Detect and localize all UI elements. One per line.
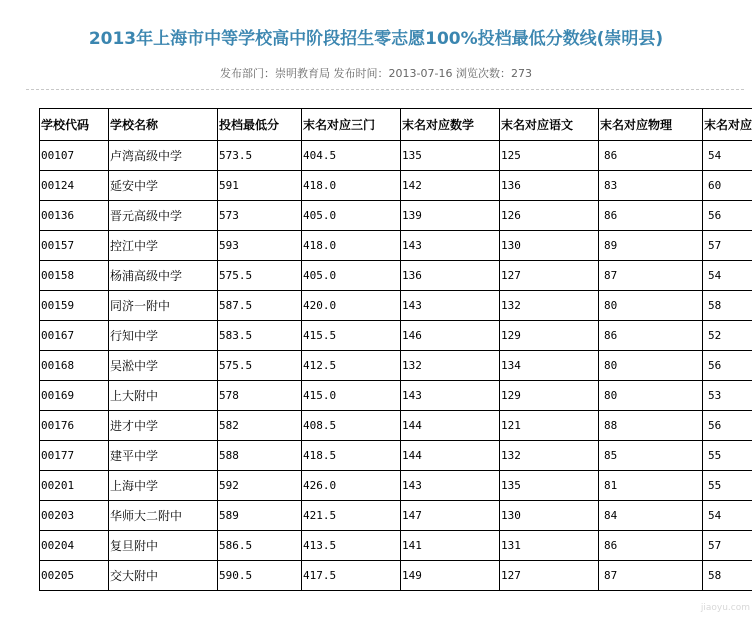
cell-math: 139: [401, 201, 500, 231]
cell-chinese: 127: [500, 261, 599, 291]
cell-col8: 52: [703, 321, 752, 351]
cell-math: 149: [401, 561, 500, 591]
cell-school-name: 上海中学: [109, 471, 218, 501]
table-row: [40, 381, 752, 411]
cell-physics: 80: [599, 351, 703, 381]
table-row: [40, 201, 752, 231]
cell-min-score: 575.5: [218, 261, 302, 291]
cell-physics: 80: [599, 291, 703, 321]
cell-school-code: 00177: [40, 441, 109, 471]
divider: [26, 89, 744, 90]
cell-physics: 84: [599, 501, 703, 531]
header-three-subjects: 末名对应三门: [302, 109, 401, 141]
cell-col8: 56: [703, 201, 752, 231]
cell-math: 143: [401, 471, 500, 501]
table-row: [40, 561, 752, 591]
cell-col8: 53: [703, 381, 752, 411]
cell-school-name: 杨浦高级中学: [109, 261, 218, 291]
cell-chinese: 129: [500, 381, 599, 411]
score-table: [39, 108, 752, 591]
cell-three-subjects: 418.5: [302, 441, 401, 471]
cell-three-subjects: 413.5: [302, 531, 401, 561]
cell-min-score: 586.5: [218, 531, 302, 561]
cell-school-code: 00159: [40, 291, 109, 321]
cell-school-code: 00201: [40, 471, 109, 501]
cell-min-score: 591: [218, 171, 302, 201]
cell-math: 132: [401, 351, 500, 381]
table-row: [40, 501, 752, 531]
cell-chinese: 125: [500, 141, 599, 171]
cell-school-name: 行知中学: [109, 321, 218, 351]
cell-school-name: 建平中学: [109, 441, 218, 471]
table-row: [40, 411, 752, 441]
cell-min-score: 578: [218, 381, 302, 411]
watermark: jiaoyu.com: [700, 603, 750, 613]
page-title: 2013年上海市中等学校高中阶段招生零志愿100%投档最低分数线(崇明县): [88, 29, 664, 49]
cell-three-subjects: 408.5: [302, 411, 401, 441]
cell-school-name: 同济一附中: [109, 291, 218, 321]
table-row: [40, 171, 752, 201]
cell-school-code: 00176: [40, 411, 109, 441]
cell-physics: 87: [599, 561, 703, 591]
cell-min-score: 593: [218, 231, 302, 261]
header-truncated: 末名对应: [703, 109, 752, 141]
table-row: [40, 471, 752, 501]
cell-col8: 57: [703, 531, 752, 561]
cell-school-code: 00204: [40, 531, 109, 561]
cell-chinese: 135: [500, 471, 599, 501]
cell-math: 147: [401, 501, 500, 531]
cell-three-subjects: 421.5: [302, 501, 401, 531]
cell-col8: 58: [703, 561, 752, 591]
table-row: [40, 531, 752, 561]
cell-school-code: 00157: [40, 231, 109, 261]
cell-chinese: 130: [500, 231, 599, 261]
cell-physics: 87: [599, 261, 703, 291]
cell-physics: 88: [599, 411, 703, 441]
cell-min-score: 582: [218, 411, 302, 441]
cell-school-name: 控江中学: [109, 231, 218, 261]
cell-col8: 54: [703, 141, 752, 171]
cell-physics: 89: [599, 231, 703, 261]
cell-three-subjects: 415.0: [302, 381, 401, 411]
cell-school-name: 上大附中: [109, 381, 218, 411]
cell-min-score: 590.5: [218, 561, 302, 591]
cell-school-name: 吴淞中学: [109, 351, 218, 381]
cell-math: 144: [401, 411, 500, 441]
cell-school-name: 晋元高级中学: [109, 201, 218, 231]
header-chinese: 末名对应语文: [500, 109, 599, 141]
cell-chinese: 132: [500, 291, 599, 321]
cell-school-name: 卢湾高级中学: [109, 141, 218, 171]
cell-school-code: 00107: [40, 141, 109, 171]
cell-school-code: 00167: [40, 321, 109, 351]
cell-math: 143: [401, 291, 500, 321]
cell-school-code: 00168: [40, 351, 109, 381]
cell-col8: 60: [703, 171, 752, 201]
header-school-name: 学校名称: [109, 109, 218, 141]
cell-three-subjects: 405.0: [302, 201, 401, 231]
cell-three-subjects: 415.5: [302, 321, 401, 351]
cell-math: 143: [401, 231, 500, 261]
cell-min-score: 588: [218, 441, 302, 471]
cell-physics: 86: [599, 321, 703, 351]
cell-school-name: 进才中学: [109, 411, 218, 441]
cell-min-score: 575.5: [218, 351, 302, 381]
cell-chinese: 131: [500, 531, 599, 561]
cell-three-subjects: 412.5: [302, 351, 401, 381]
cell-three-subjects: 417.5: [302, 561, 401, 591]
cell-min-score: 589: [218, 501, 302, 531]
cell-three-subjects: 426.0: [302, 471, 401, 501]
table-header-row: [40, 109, 752, 141]
cell-school-code: 00136: [40, 201, 109, 231]
header-physics: 末名对应物理: [599, 109, 703, 141]
cell-school-name: 交大附中: [109, 561, 218, 591]
table-row: [40, 351, 752, 381]
cell-school-code: 00205: [40, 561, 109, 591]
cell-school-code: 00124: [40, 171, 109, 201]
cell-col8: 55: [703, 441, 752, 471]
cell-three-subjects: 405.0: [302, 261, 401, 291]
header-school-code: 学校代码: [40, 109, 109, 141]
cell-chinese: 126: [500, 201, 599, 231]
cell-physics: 85: [599, 441, 703, 471]
cell-chinese: 121: [500, 411, 599, 441]
cell-three-subjects: 420.0: [302, 291, 401, 321]
cell-physics: 83: [599, 171, 703, 201]
cell-math: 136: [401, 261, 500, 291]
article-meta: 发布部门：崇明教育局 发布时间：2013-07-16 浏览次数：273: [220, 67, 532, 80]
cell-school-code: 00169: [40, 381, 109, 411]
cell-chinese: 132: [500, 441, 599, 471]
cell-physics: 86: [599, 141, 703, 171]
cell-min-score: 583.5: [218, 321, 302, 351]
cell-school-code: 00203: [40, 501, 109, 531]
cell-col8: 56: [703, 411, 752, 441]
cell-school-name: 延安中学: [109, 171, 218, 201]
cell-physics: 86: [599, 201, 703, 231]
cell-chinese: 130: [500, 501, 599, 531]
cell-min-score: 592: [218, 471, 302, 501]
cell-school-code: 00158: [40, 261, 109, 291]
table-row: [40, 231, 752, 261]
cell-col8: 56: [703, 351, 752, 381]
cell-chinese: 134: [500, 351, 599, 381]
cell-physics: 86: [599, 531, 703, 561]
cell-math: 142: [401, 171, 500, 201]
cell-physics: 81: [599, 471, 703, 501]
cell-three-subjects: 418.0: [302, 231, 401, 261]
cell-three-subjects: 418.0: [302, 171, 401, 201]
cell-math: 135: [401, 141, 500, 171]
cell-three-subjects: 404.5: [302, 141, 401, 171]
table-row: [40, 291, 752, 321]
cell-physics: 80: [599, 381, 703, 411]
cell-math: 143: [401, 381, 500, 411]
table-row: [40, 321, 752, 351]
cell-min-score: 587.5: [218, 291, 302, 321]
header-math: 末名对应数学: [401, 109, 500, 141]
cell-math: 144: [401, 441, 500, 471]
cell-chinese: 129: [500, 321, 599, 351]
cell-min-score: 573.5: [218, 141, 302, 171]
header-min-score: 投档最低分: [218, 109, 302, 141]
cell-col8: 54: [703, 501, 752, 531]
table-row: [40, 441, 752, 471]
cell-math: 146: [401, 321, 500, 351]
cell-school-name: 华师大二附中: [109, 501, 218, 531]
cell-chinese: 127: [500, 561, 599, 591]
cell-school-name: 复旦附中: [109, 531, 218, 561]
cell-math: 141: [401, 531, 500, 561]
cell-col8: 54: [703, 261, 752, 291]
cell-col8: 57: [703, 231, 752, 261]
cell-chinese: 136: [500, 171, 599, 201]
cell-min-score: 573: [218, 201, 302, 231]
cell-col8: 55: [703, 471, 752, 501]
table-row: [40, 261, 752, 291]
table-row: [40, 141, 752, 171]
cell-col8: 58: [703, 291, 752, 321]
